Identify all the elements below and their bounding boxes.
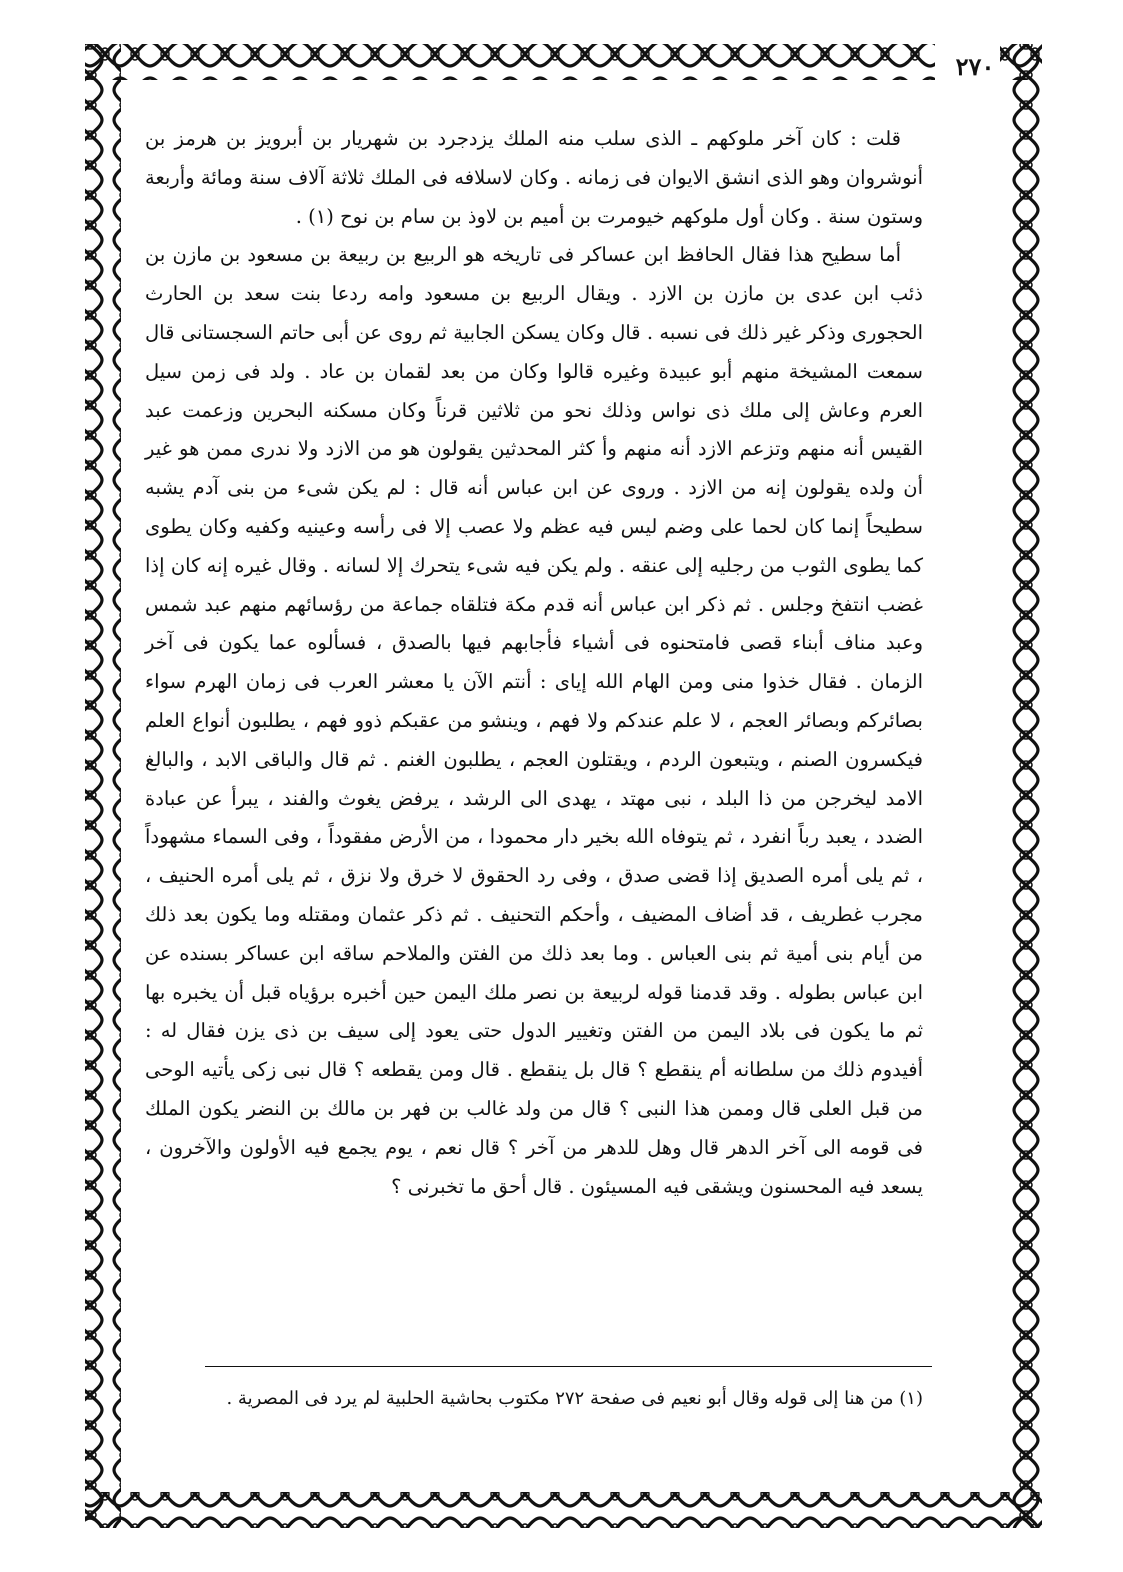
paragraph-1: قلت : كان آخر ملوكهم ـ الذى سلب منه الملك يزدجرد بن شهريار بن أبرويز بن هرمز بن أنوشروان وهو الذى انشق الايوان فى زمانه . وكان لاسلافه فى الملك ثلاثة آلاف سنة ومائة وأربعة وستون سنة . وكان أول ملوكهم خيومرت بن أميم بن لاوذ بن سام بن نوح (١) . — [145, 127, 923, 228]
footnote-divider — [205, 1366, 932, 1367]
paragraph-2: أما سطيح هذا فقال الحافظ ابن عساكر فى تاريخه هو الربيع بن ربيعة بن مسعود بن مازن بن ذئب ابن عدى بن مازن بن الازد . ويقال الربيع بن مسعود وامه ردعا بنت سعد بن الحارث الحجورى وذكر غير ذلك فى نسبه . قال وكان يسكن الجابية ثم روى عن أبى حاتم السجستانى قال سمعت المشيخة منهم أبو عبيدة وغيره قالوا وكان من بعد لقمان بن عاد . ولد فى زمن سيل العرم وعاش إلى ملك ذى نواس وذلك نحو من ثلاثين قرناً وكان مسكنه البحرين وزعمت عبد القيس أنه منهم وتزعم الازد أنه منهم وأ كثر المحدثين يقولون هو من الازد ولا ندرى ممن هو غير أن ولده يقولون إنه من الازد . وروى عن ابن عباس أنه قال : لم يكن شىء من بنى آدم يشبه سطيحاً إنما كان لحما على وضم ليس فيه عظم ولا عصب إلا فى رأسه وعينيه وكفيه وكان يطوى كما يطوى الثوب من رجليه إلى عنقه . ولم يكن فيه شىء يتحرك إلا لسانه . وقال غيره إنه كان إذا غضب انتفخ وجلس . ثم ذكر ابن عباس أنه قدم مكة فتلقاه جماعة من رؤسائهم منهم عبد شمس وعبد مناف أبناء قصى فامتحنوه فى أشياء فأجابهم فيها بالصدق ، فسألوه عما يكون فى آخر الزمان . فقال خذوا منى ومن الهام الله إياى : أنتم الآن يا معشر العرب فى زمان الهرم سواء بصائركم وبصائر العجم ، لا علم عندكم ولا فهم ، وينشو من عقبكم ذوو فهم ، يطلبون أنواع العلم فيكسرون الصنم ، ويتبعون الردم ، ويقتلون العجم ، يطلبون الغنم . ثم قال والباقى الابد ، والبالغ الامد ليخرجن من ذا البلد ، نبى مهتد ، يهدى الى الرشد ، يرفض يغوث والفند ، يبرأ عن عبادة الضدد ، يعبد رباً انفرد ، ثم يتوفاه الله بخير دار محمودا ، من الأرض مفقوداً ، وفى السماء مشهوداً ، ثم يلى أمره الصديق إذا قضى صدق ، وفى رد الحقوق لا خرق ولا نزق ، ثم يلى أمره الحنيف ، مجرب غطريف ، قد أضاف المضيف ، وأحكم التحنيف . ثم ذكر عثمان ومقتله وما يكون بعد ذلك من أيام بنى أمية ثم بنى العباس . وما بعد ذلك من الفتن والملاحم ساقه ابن عساكر بسنده عن ابن عباس بطوله . وقد قدمنا قوله لربيعة بن نصر ملك اليمن حين أخبره برؤياه قبل أن يخبره بها ثم ما يكون فى بلاد اليمن من الفتن وتغيير الدول حتى يعود إلى سيف بن ذى يزن فقال له : أفيدوم ذلك من سلطانه أم ينقطع ؟ قال بل ينقطع . قال ومن يقطعه ؟ قال نبى زكى يأتيه الوحى من قبل العلى قال وممن هذا النبى ؟ قال من ولد غالب بن فهر بن مالك بن النضر يكون الملك فى قومه الى آخر الدهر قال وهل للدهر من آخر ؟ قال نعم ، يوم يجمع فيه الأولون والآخرون ، يسعد فيه المحسنون ويشقى فيه المسيئون . قال أحق ما تخبرنى ؟ — [145, 243, 923, 1198]
footnote: (١) من هنا إلى قوله وقال أبو نعيم فى صفحة ٢٧٢ مكتوب بحاشية الحلبية لم يرد فى المصرية . — [226, 1388, 923, 1409]
main-text — [145, 120, 923, 1206]
page-number: ٢٧٠ — [955, 52, 995, 81]
